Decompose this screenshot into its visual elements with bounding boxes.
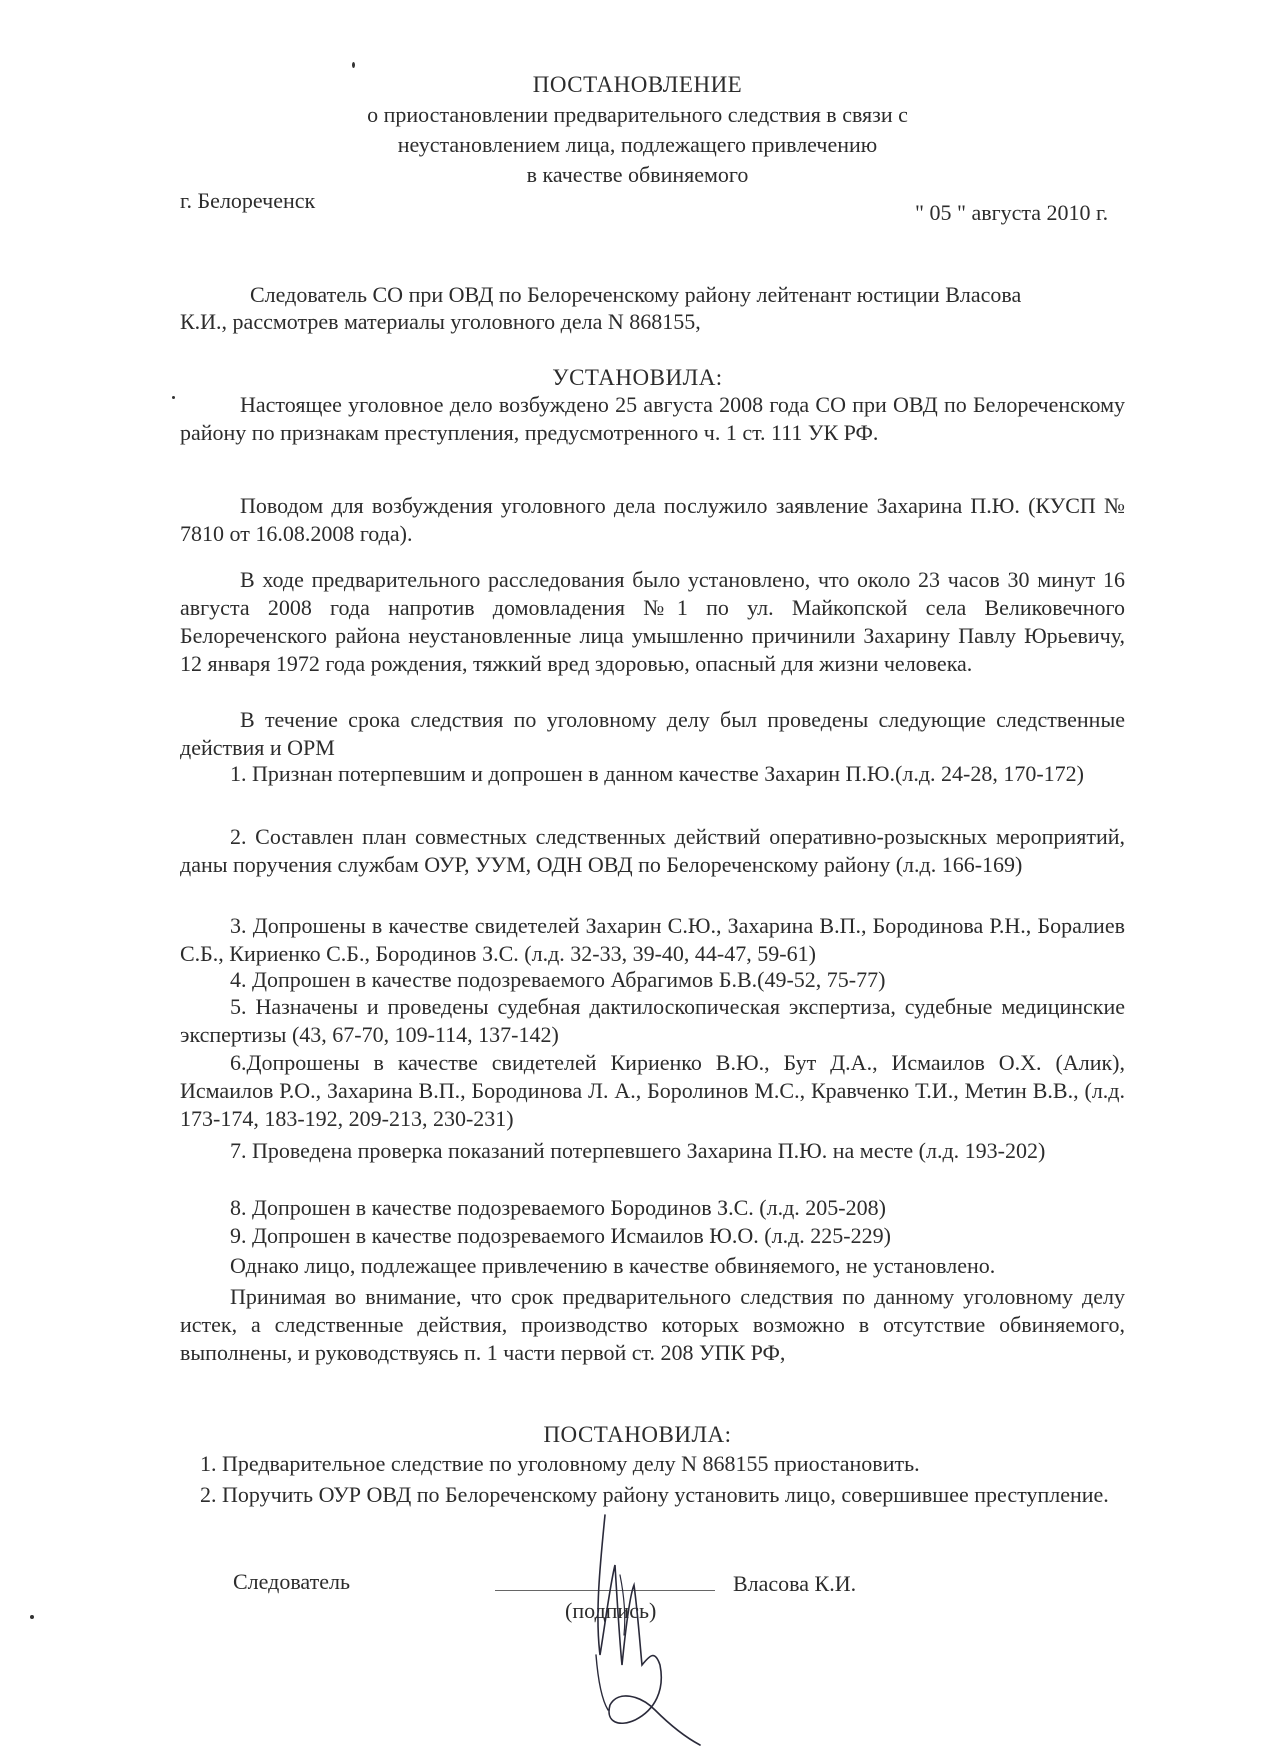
list-item-1: 1. Признан потерпевшим и допрошен в данном качестве Захарин П.Ю.(л.д. 24-28, 170-172) (230, 761, 1085, 786)
intro-line-2: К.И., рассмотрев материалы уголовного дела N 868155, (180, 309, 701, 334)
paragraph-case-opened: Настоящее уголовное дело возбуждено 25 августа 2008 года СО при ОВД по Белореченскому району по признакам преступления, предусмотренного ч. 1 ст. 111 УК РФ. (180, 392, 1125, 445)
signature-name: Власова К.И. (733, 1571, 857, 1596)
paragraph-actions-intro: В течение срока следствия по уголовному делу был проведены следующие следственные действия и ОРМ (180, 707, 1125, 760)
subtitle-line-2: неустановлением лица, подлежащего привлечению (397, 132, 878, 157)
paragraph-not-identified: Однако лицо, подлежащее привлечению в качестве обвиняемого, не установлено. (230, 1253, 996, 1278)
established-heading: УСТАНОВИЛА: (552, 365, 723, 390)
paragraph-considering: Принимая во внимание, что срок предварительного следствия по данному уголовному делу истек, а следственные действия, производство которых возможно в отсутствие обвиняемого, выполнены, и руководствуясь п. 1 части первой ст. 208 УПК РФ, (180, 1284, 1125, 1365)
scan-mark (352, 62, 355, 68)
subtitle-line-1: о приостановлении предварительного следствия в связи с (367, 102, 908, 127)
resolution-item-1: 1. Предварительное следствие по уголовному делу N 868155 приостановить. (200, 1451, 920, 1476)
list-item-2: 2. Составлен план совместных следственных действий оперативно-розыскных мероприятий, даны поручения службам ОУР, УУМ, ОДН ОВД по Белореченскому району (л.д. 166-169) (180, 824, 1125, 877)
resolution-item-2: 2. Поручить ОУР ОВД по Белореченскому району установить лицо, совершившее преступление. (200, 1482, 1109, 1507)
scan-mark (172, 396, 175, 399)
list-item-5: 5. Назначены и проведены судебная дактилоскопическая экспертиза, судебные медицинские экспертизы (43, 67-70, 109-114, 137-142) (180, 994, 1125, 1047)
paragraph-circumstances: В ходе предварительного расследования было установлено, что около 23 часов 30 минут 16 августа 2008 года напротив домовладения №1 по ул. Майкопской села Великовечного Белореченского района неустановленные лица умышленно причинили Захарину Павлу Юрьевичу, 12 января 1972 года рождения, тяжкий вред здоровью, опасный для жизни человека. (180, 567, 1125, 676)
list-item-8: 8. Допрошен в качестве подозреваемого Бородинов З.С. (л.д. 205-208) (230, 1195, 886, 1220)
resolved-heading: ПОСТАНОВИЛА: (543, 1422, 732, 1447)
list-item-9: 9. Допрошен в качестве подозреваемого Исмаилов Ю.О. (л.д. 225-229) (230, 1223, 891, 1248)
list-item-3: 3. Допрошены в качестве свидетелей Захарин С.Ю., Захарина В.П., Бородинова Р.Н., Боралиев С.Б., Кириенко С.Б., Бородинов З.С. (л.д. 32-33, 39-40, 44-47, 59-61) (180, 913, 1125, 966)
signature-caption: (подпись) (565, 1598, 657, 1623)
list-item-4: 4. Допрошен в качестве подозреваемого Абрагимов Б.В.(49-52, 75-77) (230, 967, 886, 992)
paragraph-reason: Поводом для возбуждения уголовного дела послужило заявление Захарина П.Ю. (КУСП № 7810 от 16.08.2008 года). (180, 493, 1125, 546)
scan-mark (30, 1615, 34, 1619)
list-item-7: 7. Проведена проверка показаний потерпевшего Захарина П.Ю. на месте (л.д. 193-202) (230, 1138, 1046, 1163)
signature-role: Следователь (233, 1569, 351, 1594)
list-item-6: 6.Допрошены в качестве свидетелей Кириенко В.Ю., Бут Д.А., Исмаилов О.Х. (Алик), Исмаилов Р.О., Захарина В.П., Бородинова Л. А., Боролинов М.С., Кравченко Т.И., Метин В.В., (л.д. 173-174, 183-192, 209-213, 230-231) (180, 1050, 1125, 1131)
city: г. Белореченск (180, 188, 316, 213)
document-title: ПОСТАНОВЛЕНИЕ (532, 72, 743, 97)
intro-line-1: Следователь СО при ОВД по Белореченскому району лейтенант юстиции Власова (250, 282, 1022, 307)
handwritten-signature (560, 1505, 720, 1755)
subtitle-line-3: в качестве обвиняемого (526, 162, 749, 187)
document-date: " 05 " августа 2010 г. (915, 200, 1109, 225)
